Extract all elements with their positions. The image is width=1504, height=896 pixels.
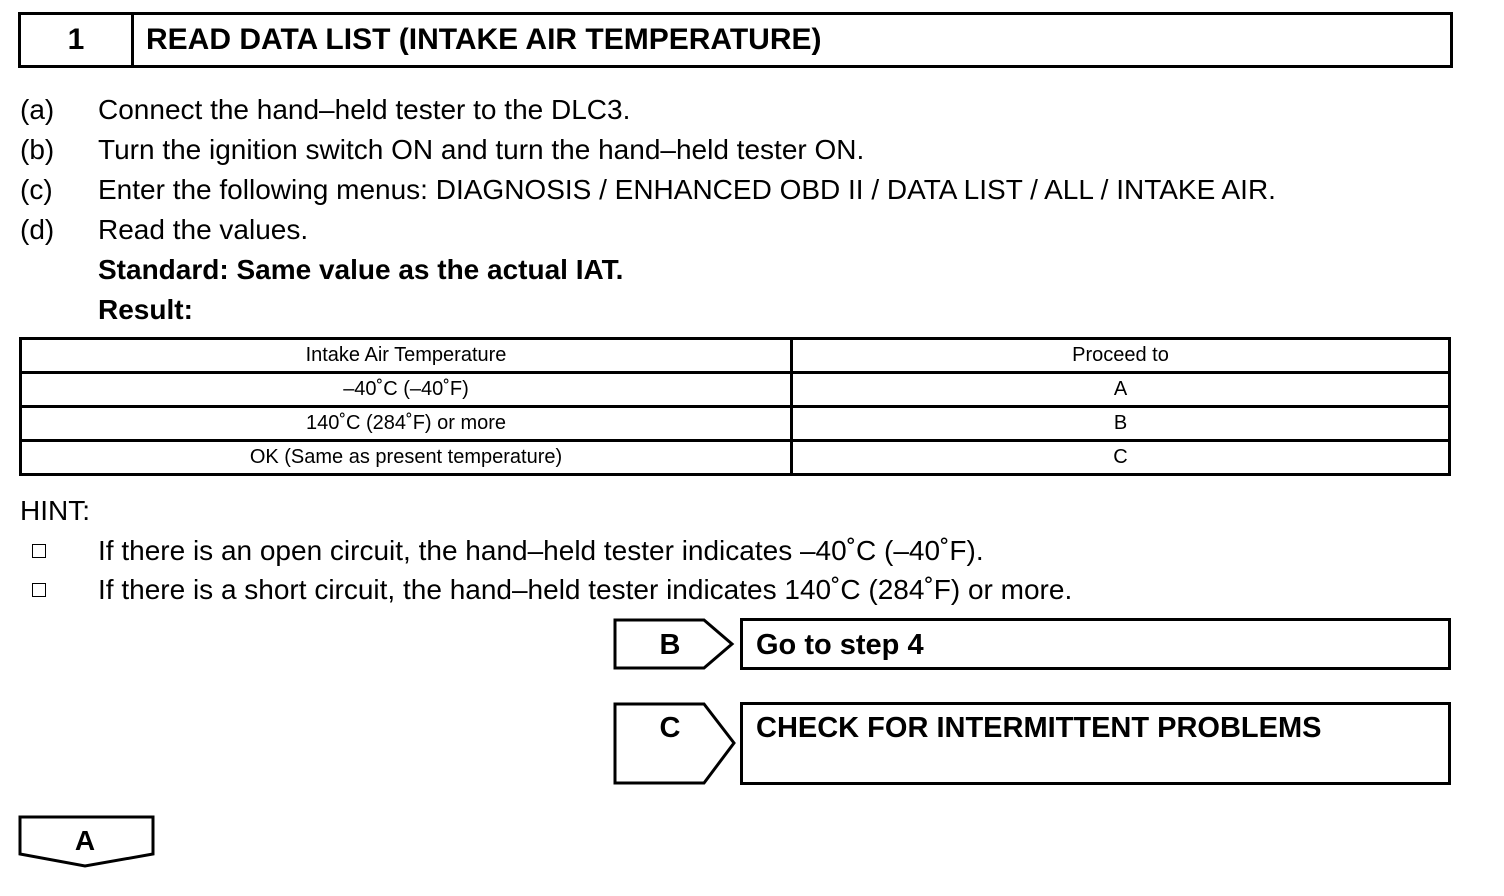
step-header — [18, 12, 1453, 68]
hint-title: HINT: — [20, 495, 90, 526]
instruction-b — [20, 130, 864, 170]
instruction-label: (c) — [20, 174, 53, 205]
instruction-text: Read the values. — [98, 214, 309, 245]
instruction-d — [20, 210, 308, 250]
square-bullet-icon — [32, 583, 46, 597]
table-header-cell: Proceed to — [792, 339, 1450, 373]
table-cell: C — [792, 441, 1450, 475]
outcome-a-arrow — [17, 814, 157, 870]
table-header-cell: Intake Air Temperature — [21, 339, 792, 373]
table-header-row — [21, 339, 1450, 373]
instruction-c — [20, 170, 1276, 210]
instruction-a — [20, 90, 630, 130]
outcome-b-arrow — [612, 617, 738, 671]
table-row — [21, 441, 1450, 475]
hint-item — [32, 570, 1072, 610]
result-table — [19, 337, 1451, 476]
standard-text: Standard: Same value as the actual IAT. — [98, 254, 624, 285]
hint-text: If there is a short circuit, the hand–held tester indicates 140˚C (284˚F) or more. — [98, 574, 1073, 605]
outcome-letter: A — [74, 825, 96, 856]
instruction-text: Connect the hand–held tester to the DLC3. — [98, 94, 631, 125]
hint-item — [32, 531, 984, 571]
table-row — [21, 373, 1450, 407]
instruction-text: Enter the following menus: DIAGNOSIS / ENHANCED OBD II / DATA LIST / ALL / INTAKE AIR. — [98, 174, 1276, 205]
result-label: Result: — [98, 294, 193, 325]
table-cell: OK (Same as present temperature) — [21, 441, 792, 475]
table-cell: B — [792, 407, 1450, 441]
table-cell: A — [792, 373, 1450, 407]
step-number: 1 — [21, 15, 134, 65]
outcome-letter: B — [659, 629, 681, 661]
hint-text: If there is an open circuit, the hand–held tester indicates –40˚C (–40˚F). — [98, 535, 984, 566]
outcome-letter: C — [659, 712, 681, 744]
instruction-label: (d) — [20, 214, 55, 245]
table-cell: –40˚C (–40˚F) — [21, 373, 792, 407]
table-row — [21, 407, 1450, 441]
outcome-b-action: Go to step 4 — [740, 618, 1451, 670]
instruction-text: Turn the ignition switch ON and turn the hand–held tester ON. — [98, 134, 865, 165]
step-title: READ DATA LIST (INTAKE AIR TEMPERATURE) — [146, 23, 822, 56]
outcome-c-arrow — [612, 701, 738, 786]
table-cell: 140˚C (284˚F) or more — [21, 407, 792, 441]
instruction-label: (a) — [20, 94, 55, 125]
outcome-c-action: CHECK FOR INTERMITTENT PROBLEMS — [740, 702, 1451, 785]
square-bullet-icon — [32, 544, 46, 558]
instruction-label: (b) — [20, 134, 55, 165]
